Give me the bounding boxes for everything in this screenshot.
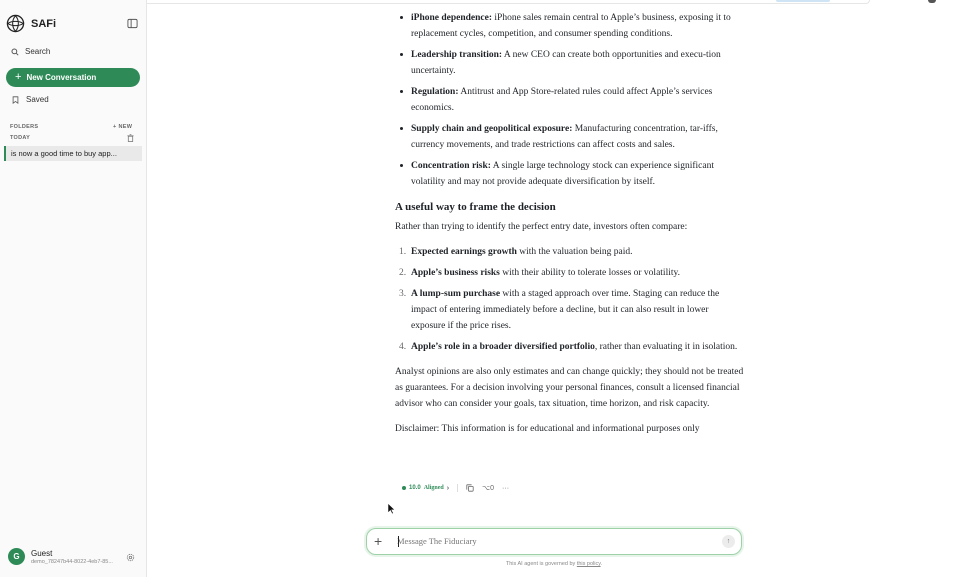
alignment-status: Aligned [423,485,444,491]
list-item [395,265,745,281]
conversation-item[interactable] [4,146,142,161]
section-heading: A useful way to frame the decision [395,201,556,213]
list-item [395,10,745,42]
list-item-title: Concentration risk: [411,161,491,171]
list-item [395,84,745,116]
list-item [395,47,745,79]
list-item [395,244,745,260]
avatar: G [8,548,25,565]
governance-end: . [600,561,603,567]
app-name: SAFi [31,17,57,30]
text-caret [398,536,399,547]
policy-link[interactable]: this policy [576,561,601,567]
list-item-text: A single large technology stock can experience significant volatility and may not provide adequate diversification by itself. [411,161,714,187]
top-bar [82,0,870,4]
top-bar-menu[interactable] [928,0,936,3]
list-number: 3. [399,289,407,299]
alignment-score[interactable] [402,485,449,492]
search-icon [11,48,19,56]
list-item [395,286,745,334]
new-folder-label: NEW [118,124,133,130]
governance-note [366,561,742,567]
list-item-title: Apple’s role in a broader diversified portfolio [411,342,595,352]
copy-icon[interactable] [466,484,474,492]
list-number: 1. [399,247,407,257]
list-item-text: with the valuation being paid. [516,247,633,257]
branch-icon: ⌥ [482,485,491,492]
sidebar [0,0,147,577]
plus-icon: + [113,124,117,130]
list-item-text: Antitrust and App Store-related rules could affect Apple’s services economics. [411,87,713,113]
saved-nav-item[interactable] [12,95,49,104]
send-button[interactable] [722,535,735,548]
saved-label: Saved [26,95,49,104]
plus-icon: + [15,71,22,83]
list-item-title: Apple’s business risks [411,268,500,278]
governance-text: This AI agent is governed by [505,561,577,567]
list-item-title: Regulation: [411,87,459,97]
list-item-title: iPhone dependence: [411,13,493,23]
branch-count: 0 [490,485,495,492]
arrow-up-icon: ↑ [726,538,731,545]
intro-paragraph: Rather than trying to identify the perfect entry date, investors often compare: [395,222,688,232]
sidebar-toggle-icon[interactable] [127,18,138,29]
user-id: demo_78247b44-8022-4eb7-85... [31,558,113,565]
more-options-icon[interactable]: ··· [502,484,510,492]
today-heading: TODAY [10,135,31,141]
list-item-text: with a staged approach over time. Staging can reduce the impact of entering immediately before a decline, but it can also result in lower exposure if the price rises. [411,289,720,331]
trash-icon[interactable] [127,134,134,142]
search-label: Search [25,47,51,56]
list-item-text: with their ability to tolerate losses or volatility. [499,268,680,278]
conversation-title: is now a good time to buy app... [11,149,117,158]
bookmark-icon [12,96,19,104]
mouse-cursor-icon [387,502,396,515]
message-input[interactable] [397,536,697,546]
analyst-paragraph: Analyst opinions are also only estimates and can change quickly; they should not be treated as guarantees. For a decision involving your personal finances, consult a licensed financial advisor who can consider your goals, tax situation, time horizon, and risk capacity. [395,367,744,409]
list-item-title: Supply chain and geopolitical exposure: [411,124,573,134]
folders-heading: FOLDERS [10,124,39,130]
list-item-title: A lump-sum purchase [411,289,501,299]
list-item-text: A new CEO can create both opportunities and execu-tion uncertainty. [411,50,721,76]
user-profile[interactable] [8,548,113,565]
status-dot-icon [402,486,406,490]
risk-list [395,10,745,190]
list-item-title: Leadership transition: [411,50,503,60]
chevron-right-icon: › [446,484,450,492]
disclaimer: Disclaimer: This information is for educational and informational purposes only [395,424,700,434]
list-item-title: Expected earnings growth [411,247,517,257]
list-item [395,121,745,153]
list-number: 2. [399,268,407,278]
list-item-text: Manufacturing concentration, tar-iffs, currency movements, and trade restrictions can affect costs and sales. [411,124,718,150]
divider [457,484,458,492]
comparison-list [395,244,745,355]
list-number: 4. [399,342,407,352]
new-folder-button[interactable] [113,124,132,130]
safi-logo-icon [6,14,25,33]
top-bar-button[interactable] [776,0,830,2]
list-item-text: iPhone sales remain central to Apple’s business, exposing it to replacement cycles, competition, and consumer spending conditions. [411,13,731,39]
brand[interactable] [6,14,56,33]
list-item [395,339,745,355]
attach-plus-icon[interactable]: + [374,533,383,549]
list-item-text: , rather than evaluating it in isolation. [594,342,738,352]
user-name: Guest [31,548,53,558]
list-item [395,158,745,190]
message-toolbar [402,484,509,492]
sidebar-search[interactable] [11,47,50,56]
gear-icon[interactable] [126,553,135,562]
new-conversation-button[interactable] [6,68,140,87]
score-value: 10.0 [409,485,421,491]
assistant-message [395,10,745,446]
message-composer [366,528,742,555]
new-conversation-label: New Conversation [26,73,97,82]
branch-button[interactable] [482,484,494,492]
